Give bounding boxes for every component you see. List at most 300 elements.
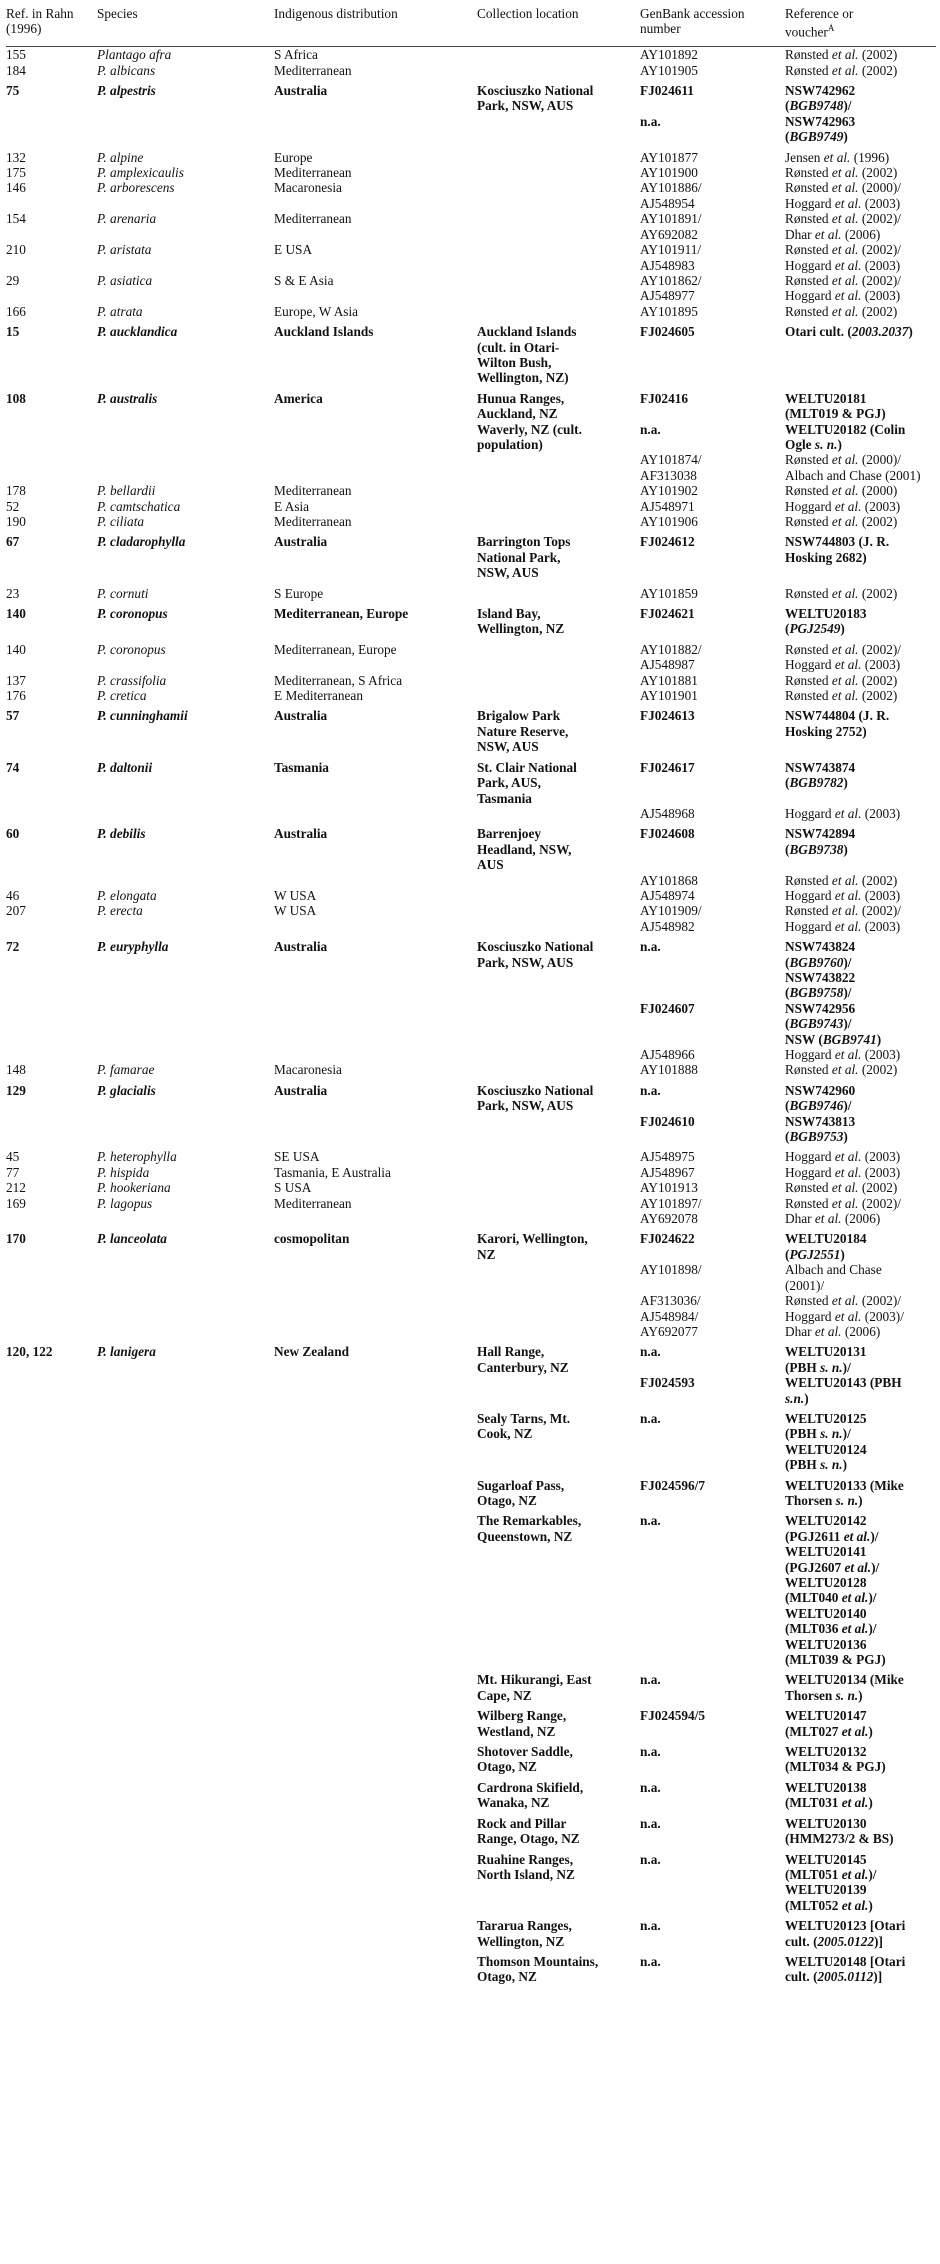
distribution-cell: cosmopolitan	[274, 1231, 350, 1247]
ref-cell: 190	[6, 514, 26, 530]
voucher-cell: WELTU20148 [Otari cult. (2005.0112)]	[785, 1953, 906, 1985]
species-cell	[97, 1847, 274, 1914]
voucher-cell: NSW743824 (BGB9760)/ NSW743822 (BGB9758)/ NSW742956 (BGB9743)/ NSW (BGB9741)	[785, 939, 882, 1047]
ref-cell: 148	[6, 1062, 26, 1078]
distribution-cell: Australia	[274, 939, 328, 955]
species-cell: P. heterophylla	[97, 1149, 177, 1165]
accession-cell: FJ024594/5	[640, 1708, 706, 1724]
accession-cell: AY101905	[640, 62, 698, 78]
table-row	[6, 934, 936, 1047]
species-cell: P. amplexicaulis	[97, 165, 184, 181]
accession-cell: n.a.	[640, 1744, 661, 1760]
voucher-cell: Rønsted et al. (2002)	[785, 688, 898, 704]
table-row	[6, 1949, 936, 1985]
location-cell: The Remarkables, Queenstown, NZ	[477, 1513, 582, 1544]
voucher-cell: Rønsted et al. (2002)	[785, 672, 898, 688]
species-cell: P. arenaria	[97, 211, 157, 227]
voucher-cell: Hoggard et al. (2003)	[785, 1047, 901, 1063]
location-cell	[477, 873, 640, 888]
species-cell: P. famarae	[97, 1062, 155, 1078]
accession-cell: AJ548967	[640, 1164, 695, 1180]
species-cell: P. asiatica	[97, 272, 153, 288]
location-cell: Barrenjoey Headland, NSW, AUS	[477, 826, 572, 873]
accession-cell: n.a. FJ024610	[640, 1082, 695, 1129]
ref-cell: 77	[6, 1164, 20, 1180]
accession-cell: FJ024608	[640, 826, 695, 842]
accession-cell: AY101862/ AJ548977	[640, 272, 702, 304]
species-cell: P. aucklandica	[97, 324, 178, 340]
table-row	[6, 903, 936, 934]
distribution-cell	[274, 1847, 477, 1914]
table-row	[6, 386, 936, 453]
ref-cell: 120, 122	[6, 1344, 53, 1360]
distribution-cell: Europe	[274, 149, 313, 165]
voucher-cell: NSW744804 (J. R. Hosking 2752)	[785, 708, 890, 739]
ref-cell: 46	[6, 887, 20, 903]
distribution-cell: Australia	[274, 534, 328, 550]
accession-cell: n.a.	[640, 1410, 661, 1426]
location-cell	[477, 806, 640, 821]
voucher-cell: WELTU20142 (PGJ2611 et al.)/ WELTU20141 (PGJ2607 et al.)/ WELTU20128 (MLT040 et al.)/ WELTU20140 (MLT036 et al.)/ WELTU20136 (MLT039 & PGJ)	[785, 1513, 886, 1668]
location-cell: Kosciuszko National Park, NSW, AUS	[477, 1082, 594, 1114]
table-row	[6, 78, 936, 145]
location-cell: Karori, Wellington, NZ	[477, 1231, 588, 1262]
table-row	[6, 1667, 936, 1703]
voucher-cell: WELTU20125 (PBH s. n.)/ WELTU20124 (PBH s. n.)	[785, 1410, 867, 1473]
species-table	[6, 6, 936, 1985]
distribution-cell	[274, 1949, 477, 1985]
ref-cell: 57	[6, 708, 20, 724]
accession-cell: n.a.	[640, 1953, 661, 1969]
ref-cell: 207	[6, 903, 26, 919]
voucher-cell: Jensen et al. (1996)	[785, 149, 890, 165]
species-cell: P. alpestris	[97, 83, 156, 99]
distribution-cell: S Europe	[274, 585, 324, 601]
ref-cell: 169	[6, 1195, 26, 1211]
table-row	[6, 637, 936, 673]
distribution-cell: Mediterranean	[274, 483, 352, 499]
table-row	[6, 1406, 936, 1473]
table-row	[6, 211, 936, 242]
species-cell: P. erecta	[97, 903, 143, 919]
table-row	[6, 703, 936, 754]
ref-cell	[6, 1406, 97, 1473]
header-distribution: Indigenous distribution	[274, 6, 477, 47]
distribution-cell: S & E Asia	[274, 272, 334, 288]
species-cell	[97, 1739, 274, 1775]
ref-cell: 45	[6, 1149, 20, 1165]
accession-cell: AY101913	[640, 1180, 698, 1196]
voucher-cell: WELTU20133 (Mike Thorsen s. n.)	[785, 1477, 904, 1508]
table-row	[6, 304, 936, 319]
ref-cell: 178	[6, 483, 26, 499]
ref-cell: 140	[6, 606, 26, 622]
table-row	[6, 47, 936, 63]
distribution-cell	[274, 1913, 477, 1949]
location-cell	[477, 1262, 640, 1339]
species-cell: P. coronopus	[97, 641, 166, 657]
distribution-cell	[274, 1047, 477, 1062]
distribution-cell: Mediterranean	[274, 514, 352, 530]
location-cell	[477, 514, 640, 529]
location-cell	[477, 1062, 640, 1077]
distribution-cell: Mediterranean	[274, 211, 352, 227]
location-cell	[477, 47, 640, 63]
distribution-cell: Europe, W Asia	[274, 303, 359, 319]
accession-cell: n.a.	[640, 1672, 661, 1688]
species-cell: P. alpine	[97, 149, 144, 165]
distribution-cell	[274, 1703, 477, 1739]
accession-cell: AJ548971	[640, 498, 695, 514]
species-cell	[97, 1703, 274, 1739]
species-cell: P. australis	[97, 390, 158, 406]
ref-cell: 52	[6, 498, 20, 514]
voucher-cell: Rønsted et al. (2002)/ Hoggard et al. (2003)	[785, 272, 901, 304]
voucher-cell: Rønsted et al. (2002)/ Hoggard et al. (2003)	[785, 641, 901, 673]
voucher-cell: Hoggard et al. (2003)	[785, 887, 901, 903]
distribution-cell	[274, 1775, 477, 1811]
voucher-cell: Rønsted et al. (2002)/ Hoggard et al. (2003)	[785, 903, 901, 934]
header-ref: Ref. in Rahn (1996)	[6, 6, 97, 47]
species-cell	[97, 1775, 274, 1811]
distribution-cell: W USA	[274, 903, 317, 919]
voucher-cell: NSW743874 (BGB9782)	[785, 759, 856, 791]
ref-cell: 184	[6, 62, 26, 78]
species-cell: P. bellardii	[97, 483, 156, 499]
ref-cell	[6, 1739, 97, 1775]
ref-cell: 176	[6, 688, 26, 704]
table-body	[6, 47, 936, 1985]
distribution-cell: S Africa	[274, 47, 318, 63]
location-cell: Rock and Pillar Range, Otago, NZ	[477, 1815, 580, 1847]
distribution-cell: Mediterranean	[274, 165, 352, 181]
accession-cell: AY101859	[640, 585, 698, 601]
species-cell	[97, 1949, 274, 1985]
ref-cell	[6, 1047, 97, 1062]
distribution-cell: Macaronesia	[274, 1062, 342, 1078]
location-cell	[477, 1196, 640, 1227]
accession-cell: n.a. FJ024607	[640, 939, 695, 1016]
species-cell	[97, 1473, 274, 1509]
species-cell: P. lagopus	[97, 1195, 153, 1211]
accession-cell: AY101874/ AF313038	[640, 452, 702, 483]
species-cell: P. albicans	[97, 62, 156, 78]
ref-cell: 137	[6, 672, 26, 688]
accession-cell: n.a. FJ024593	[640, 1344, 695, 1391]
table-row	[6, 1473, 936, 1509]
ref-cell: 129	[6, 1082, 26, 1098]
voucher-cell: Rønsted et al. (2002)	[785, 514, 898, 530]
species-cell	[97, 1913, 274, 1949]
ref-cell	[6, 1473, 97, 1509]
distribution-cell: Australia	[274, 826, 328, 842]
location-cell	[477, 180, 640, 211]
voucher-cell: WELTU20184 (PGJ2551)	[785, 1231, 867, 1262]
distribution-cell: Australia	[274, 83, 328, 99]
distribution-cell: Mediterranean, Europe	[274, 641, 397, 657]
ref-cell: 154	[6, 211, 26, 227]
species-cell	[97, 873, 274, 888]
accession-cell: FJ024612	[640, 534, 695, 550]
ref-cell: 170	[6, 1231, 26, 1247]
distribution-cell: Macaronesia	[274, 180, 342, 196]
location-cell	[477, 63, 640, 78]
ref-cell	[6, 1949, 97, 1985]
accession-cell: AY101902	[640, 483, 698, 499]
distribution-cell: America	[274, 390, 323, 406]
location-cell	[477, 499, 640, 514]
distribution-cell: W USA	[274, 887, 317, 903]
distribution-cell: Mediterranean	[274, 1195, 352, 1211]
species-cell: P. arborescens	[97, 180, 175, 196]
accession-cell: AY101877	[640, 149, 698, 165]
voucher-cell: NSW742962 (BGB9748)/ NSW742963 (BGB9749)	[785, 83, 856, 145]
table-row	[6, 1144, 936, 1164]
location-cell	[477, 165, 640, 180]
species-cell	[97, 452, 274, 483]
table-row	[6, 1047, 936, 1062]
distribution-cell: SE USA	[274, 1149, 320, 1165]
location-cell: Tararua Ranges, Wellington, NZ	[477, 1918, 572, 1949]
table-row	[6, 1913, 936, 1949]
ref-cell	[6, 1667, 97, 1703]
ref-cell	[6, 1262, 97, 1339]
table-row	[6, 821, 936, 872]
location-cell	[477, 1180, 640, 1195]
species-cell: P. lanigera	[97, 1344, 156, 1360]
species-cell: P. euryphylla	[97, 939, 169, 955]
distribution-cell	[274, 1262, 477, 1339]
ref-cell: 140	[6, 641, 26, 657]
species-cell	[97, 1667, 274, 1703]
accession-cell: FJ024622	[640, 1231, 695, 1247]
location-cell	[477, 581, 640, 601]
table-row	[6, 483, 936, 498]
table-row	[6, 180, 936, 211]
ref-cell	[6, 1811, 97, 1847]
location-cell	[477, 903, 640, 934]
footnote-marker: A	[827, 23, 835, 34]
voucher-cell: Rønsted et al. (2002)	[785, 165, 898, 181]
accession-cell: AY101888	[640, 1062, 698, 1078]
accession-cell: AY101882/ AJ548987	[640, 641, 702, 673]
ref-cell	[6, 1703, 97, 1739]
distribution-cell: E Asia	[274, 498, 310, 514]
voucher-cell: Rønsted et al. (2002)	[785, 303, 898, 319]
table-header	[6, 6, 936, 47]
species-cell: P. hookeriana	[97, 1180, 171, 1196]
voucher-cell: WELTU20123 [Otari cult. (2005.0122)]	[785, 1918, 906, 1949]
ref-cell: 72	[6, 939, 20, 955]
species-cell: P. lanceolata	[97, 1231, 167, 1247]
voucher-cell: WELTU20147 (MLT027 et al.)	[785, 1708, 873, 1739]
species-cell: P. coronopus	[97, 606, 168, 622]
ref-cell: 75	[6, 83, 20, 99]
species-cell: P. camtschatica	[97, 498, 181, 514]
ref-cell	[6, 873, 97, 888]
distribution-cell: Australia	[274, 1082, 328, 1098]
distribution-cell	[274, 452, 477, 483]
header-species: Species	[97, 6, 274, 47]
distribution-cell: Tasmania	[274, 759, 329, 775]
table-row	[6, 529, 936, 580]
species-cell: P. cornuti	[97, 585, 149, 601]
table-row	[6, 165, 936, 180]
accession-cell: FJ024621	[640, 606, 695, 622]
species-cell: P. cladarophylla	[97, 534, 186, 550]
ref-cell: 175	[6, 165, 26, 181]
species-cell: P. cretica	[97, 688, 147, 704]
distribution-cell: E USA	[274, 242, 313, 258]
voucher-cell: WELTU20132 (MLT034 & PGJ)	[785, 1744, 886, 1775]
location-cell: Mt. Hikurangi, East Cape, NZ	[477, 1672, 592, 1703]
species-cell: P. glacialis	[97, 1082, 156, 1098]
voucher-cell: Hoggard et al. (2003)	[785, 805, 901, 821]
location-cell: Kosciuszko National Park, NSW, AUS	[477, 939, 594, 970]
ref-cell: 60	[6, 826, 20, 842]
species-cell: P. ciliata	[97, 514, 145, 530]
accession-cell: n.a.	[640, 1851, 661, 1867]
voucher-cell: WELTU20130 (HMM273/2 & BS)	[785, 1815, 894, 1847]
voucher-cell: Rønsted et al. (2002)	[785, 1180, 898, 1196]
species-cell: P. daltonii	[97, 759, 153, 775]
voucher-cell: Rønsted et al. (2002)/ Hoggard et al. (2003)	[785, 242, 901, 273]
distribution-cell: Mediterranean, S Africa	[274, 672, 403, 688]
ref-cell: 67	[6, 534, 20, 550]
accession-cell: FJ02416 n.a.	[640, 390, 689, 437]
distribution-cell	[274, 806, 477, 821]
voucher-cell: Rønsted et al. (2000)	[785, 483, 898, 499]
voucher-cell: WELTU20183 (PGJ2549)	[785, 606, 867, 637]
table-row	[6, 581, 936, 601]
distribution-cell: E Mediterranean	[274, 688, 363, 704]
accession-cell: n.a.	[640, 1779, 661, 1795]
ref-cell: 23	[6, 585, 20, 601]
ref-cell: 132	[6, 149, 26, 165]
voucher-cell: Hoggard et al. (2003)	[785, 1164, 901, 1180]
voucher-cell: Rønsted et al. (2002)	[785, 872, 898, 888]
voucher-cell: NSW742960 (BGB9746)/ NSW743813 (BGB9753)	[785, 1082, 856, 1145]
voucher-cell: NSW744803 (J. R. Hosking 2682)	[785, 534, 890, 565]
table-row	[6, 1262, 936, 1339]
ref-cell: 74	[6, 759, 20, 775]
accession-cell: AJ548966	[640, 1047, 695, 1063]
voucher-cell: Rønsted et al. (2002)	[785, 47, 898, 63]
voucher-cell: Hoggard et al. (2003)	[785, 1149, 901, 1165]
ref-cell: 212	[6, 1180, 26, 1196]
table-row	[6, 688, 936, 703]
ref-cell: 29	[6, 272, 20, 288]
species-cell: P. crassifolia	[97, 672, 167, 688]
table-row	[6, 873, 936, 888]
table-row	[6, 888, 936, 903]
table-row	[6, 1847, 936, 1914]
distribution-cell: Tasmania, E Australia	[274, 1164, 391, 1180]
distribution-cell: New Zealand	[274, 1344, 349, 1360]
table-row	[6, 1078, 936, 1145]
location-cell	[477, 1165, 640, 1180]
location-cell: Brigalow Park Nature Reserve, NSW, AUS	[477, 708, 569, 755]
voucher-cell: WELTU20145 (MLT051 et al.)/ WELTU20139 (MLT052 et al.)	[785, 1851, 877, 1913]
table-row	[6, 242, 936, 273]
species-cell	[97, 806, 274, 821]
accession-cell: AJ548974	[640, 887, 695, 903]
header-reference: Reference or voucher$^A$	[785, 6, 936, 47]
table-row	[6, 601, 936, 637]
species-cell: Plantago afra	[97, 47, 172, 63]
accession-cell: AY101898/ AF313036/ AJ548984/ AY692077	[640, 1262, 702, 1339]
distribution-cell	[274, 1667, 477, 1703]
voucher-cell: Rønsted et al. (2002)/ Dhar et al. (2006)	[785, 211, 901, 242]
ref-cell	[6, 1913, 97, 1949]
accession-cell: AY101909/ AJ548982	[640, 903, 702, 934]
voucher-cell: Rønsted et al. (2002)	[785, 62, 898, 78]
location-cell: Auckland Islands (cult. in Otari- Wilton Bush, Wellington, NZ)	[477, 324, 577, 386]
accession-cell: AJ548968	[640, 805, 695, 821]
accession-cell: AY101911/ AJ548983	[640, 242, 702, 273]
table-row	[6, 514, 936, 529]
voucher-cell: Albach and Chase (2001)/ Rønsted et al. (2002)/ Hoggard et al. (2003)/ Dhar et al. (2006)	[785, 1262, 904, 1339]
voucher-cell: WELTU20181 (MLT019 & PGJ) WELTU20182 (Colin Ogle s. n.)	[785, 390, 906, 452]
accession-cell: FJ024611 n.a.	[640, 83, 694, 129]
location-cell: Hunua Ranges, Auckland, NZ Waverly, NZ (cult. population)	[477, 390, 582, 452]
location-cell	[477, 452, 640, 483]
distribution-cell	[274, 873, 477, 888]
location-cell: Sugarloaf Pass, Otago, NZ	[477, 1477, 565, 1508]
distribution-cell	[274, 1508, 477, 1667]
accession-cell: AY101868	[640, 872, 698, 888]
species-cell	[97, 1811, 274, 1847]
distribution-cell	[274, 1739, 477, 1775]
table-row	[6, 1180, 936, 1195]
species-cell: P. aristata	[97, 242, 152, 258]
distribution-cell	[274, 1473, 477, 1509]
accession-cell: AY101906	[640, 514, 698, 530]
ref-cell: 108	[6, 390, 26, 406]
location-cell	[477, 242, 640, 273]
distribution-cell: Australia	[274, 708, 328, 724]
ref-cell	[6, 1508, 97, 1667]
location-cell: Wilberg Range, Westland, NZ	[477, 1708, 567, 1739]
voucher-cell: WELTU20134 (Mike Thorsen s. n.)	[785, 1672, 904, 1703]
voucher-cell: Hoggard et al. (2003)	[785, 498, 901, 514]
table-row	[6, 806, 936, 821]
location-cell	[477, 304, 640, 319]
table-row	[6, 452, 936, 483]
table-row	[6, 145, 936, 165]
table-row	[6, 319, 936, 386]
table-row	[6, 1339, 936, 1406]
accession-cell: n.a.	[640, 1918, 661, 1934]
location-cell	[477, 1047, 640, 1062]
table-row	[6, 1739, 936, 1775]
accession-cell: FJ024596/7	[640, 1477, 706, 1493]
voucher-cell: Rønsted et al. (2002)	[785, 585, 898, 601]
accession-cell: FJ024605	[640, 324, 695, 340]
location-cell: Hall Range, Canterbury, NZ	[477, 1344, 569, 1375]
accession-cell: AY101886/ AJ548954	[640, 180, 702, 211]
distribution-cell: Mediterranean	[274, 62, 352, 78]
accession-cell: n.a.	[640, 1513, 661, 1529]
ref-cell: 155	[6, 47, 26, 63]
distribution-cell: Auckland Islands	[274, 324, 374, 340]
species-cell	[97, 1508, 274, 1667]
distribution-cell	[274, 1811, 477, 1847]
accession-cell: AY101900	[640, 165, 698, 181]
header-location: Collection location	[477, 6, 640, 47]
accession-cell: FJ024617	[640, 759, 695, 775]
table-row	[6, 1703, 936, 1739]
